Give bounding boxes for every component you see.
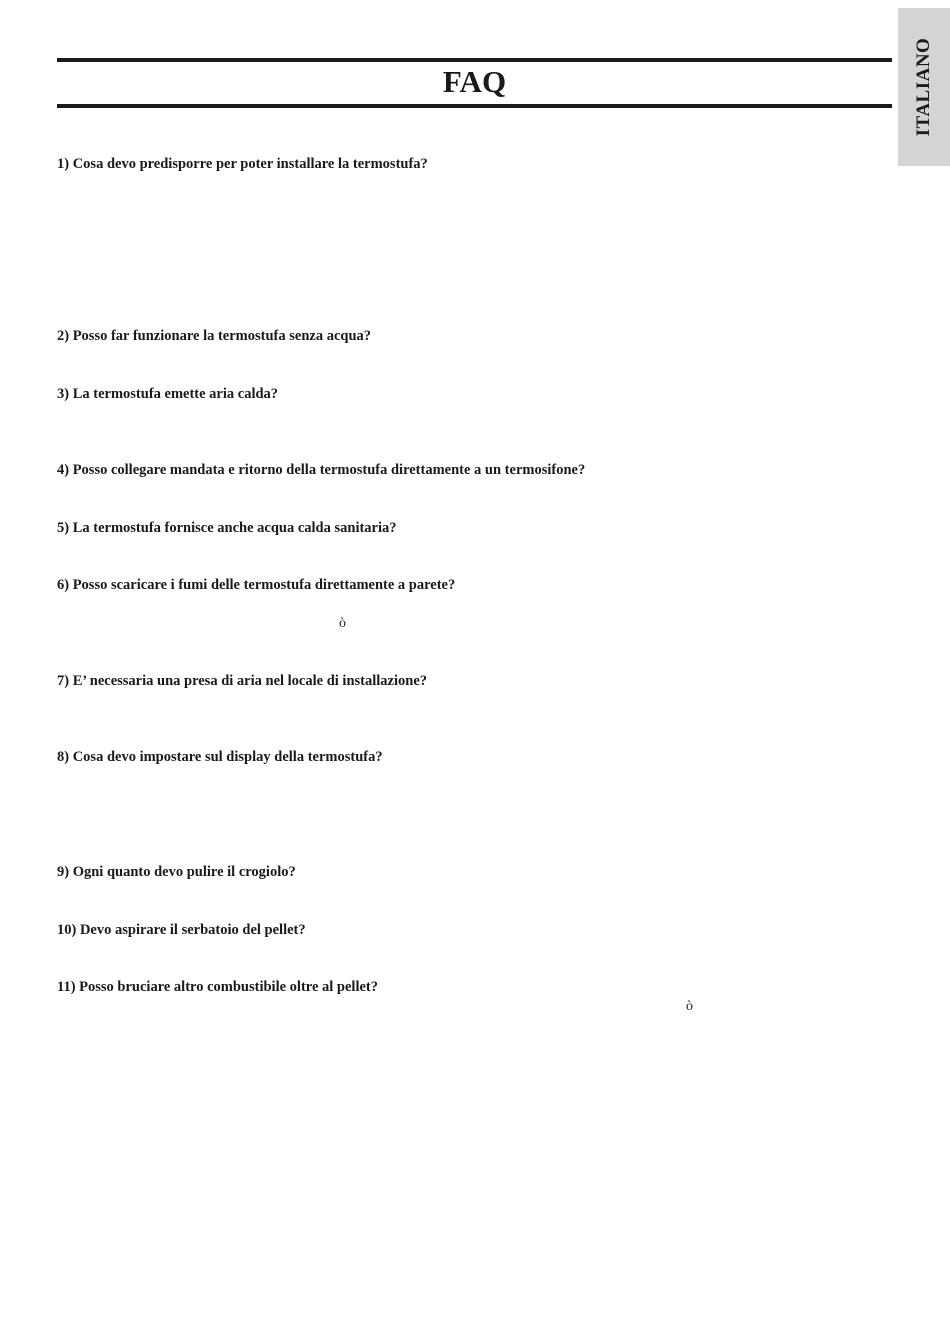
faq-question-11: 11) Posso bruciare altro combustibile oltre al pellet? (57, 979, 378, 995)
stray-mark: ò (686, 999, 693, 1014)
header-rule-bottom (57, 104, 892, 108)
page-title: FAQ (442, 64, 507, 99)
stray-mark: ò (339, 616, 346, 631)
faq-question-9: 9) Ogni quanto devo pulire il crogiolo? (57, 864, 296, 880)
faq-question-4: 4) Posso collegare mandata e ritorno della termostufa direttamente a un termosifone? (57, 462, 586, 478)
faq-question-2: 2) Posso far funzionare la termostufa senza acqua? (57, 328, 372, 344)
faq-question-10: 10) Devo aspirare il serbatoio del pellet? (57, 922, 306, 938)
faq-question-8: 8) Cosa devo impostare sul display della termostufa? (57, 749, 383, 765)
language-tab-label: ITALIANO (913, 37, 934, 137)
faq-question-7: 7) E’ necessaria una presa di aria nel locale di installazione? (57, 673, 428, 689)
faq-question-6: 6) Posso scaricare i fumi delle termostufa direttamente a parete? (57, 577, 456, 593)
language-tab (898, 8, 950, 166)
faq-question-3: 3) La termostufa emette aria calda? (57, 386, 279, 402)
header-rule-top (57, 58, 892, 62)
faq-question-5: 5) La termostufa fornisce anche acqua calda sanitaria? (57, 520, 397, 536)
faq-question-1: 1) Cosa devo predisporre per poter installare la termostufa? (57, 156, 428, 172)
